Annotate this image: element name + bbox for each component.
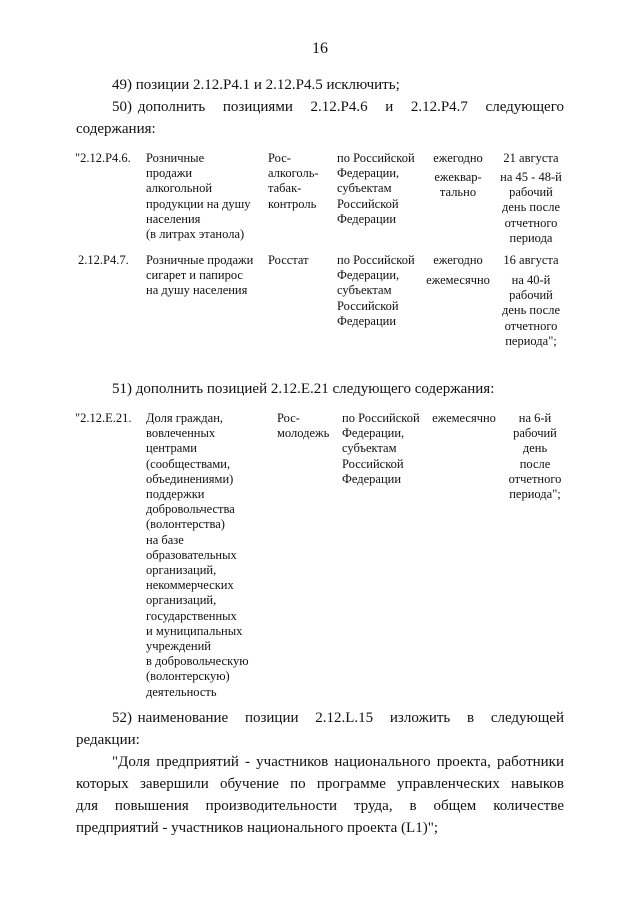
table1-row1-date2: на 45 - 48-й рабочий день после отчетного периода <box>500 170 562 245</box>
table1-row2-level: по Российской Федерации, субъектам Российской Федерации <box>337 253 415 328</box>
item-50-line1: 50) дополнить позициями 2.12.Р4.6 и 2.12.Р4.7 следующего <box>112 99 564 115</box>
table1-row1-level: по Российской Федерации, субъектам Российской Федерации <box>337 151 415 226</box>
table1-row2-freq2: ежемесячно <box>426 273 490 287</box>
table1-row2-code: 2.12.Р4.7. <box>78 253 129 267</box>
table1-row2-date2: на 40-й рабочий день после отчетного периода"; <box>501 273 560 348</box>
table2-name: Доля граждан, вовлеченных центрами (сообществами, объединениями) поддержки добровольчества (волонтерства) на базе образовательных организаций, некоммерческих организаций, государственных и муниципальных учреждений в добровольческую (волонтерскую) деятельность <box>146 411 249 699</box>
table1-row1-date1: 21 августа <box>503 151 559 165</box>
table2-agency: Рос- молодежь <box>277 411 330 441</box>
table1-row1-agency: Рос- алкоголь- табак- контроль <box>268 151 319 211</box>
table1-row2-date1: 16 августа <box>503 253 559 267</box>
item-50-line2: содержания: <box>76 121 156 137</box>
item-51: 51) дополнить позицией 2.12.Е.21 следующего содержания: <box>112 381 495 397</box>
quote-line2: которых завершили обучение по программе управленческих навыков <box>76 776 564 792</box>
page-number: 16 <box>312 40 328 57</box>
table1-row2-freq1: ежегодно <box>433 253 483 267</box>
table2-level: по Российской Федерации, субъектам Российской Федерации <box>342 411 420 486</box>
quote-line1: "Доля предприятий - участников национального проекта, работники <box>112 754 564 770</box>
table2-code: "2.12.Е.21. <box>75 411 132 425</box>
table1-row1-code: "2.12.Р4.6. <box>75 151 131 165</box>
table1-row1-name: Розничные продажи алкогольной продукции на душу населения (в литрах этанола) <box>146 151 251 242</box>
table2-freq: ежемесячно <box>432 411 496 425</box>
item-52-line1: 52) наименование позиции 2.12.L.15 изложить в следующей <box>112 710 564 726</box>
item-52-line2: редакции: <box>76 732 140 748</box>
table1-row1-freq1: ежегодно <box>433 151 483 165</box>
item-49: 49) позиции 2.12.Р4.1 и 2.12.Р4.5 исключить; <box>112 77 400 93</box>
quote-line3: для повышения производительности труда, в общем количестве <box>76 798 564 814</box>
table1-row1-freq2: ежеквар- тально <box>434 170 482 200</box>
quote-line4: предприятий - участников национального проекта (L1)"; <box>76 820 438 836</box>
table1-row2-agency: Росстат <box>268 253 309 267</box>
table1-row2-name: Розничные продажи сигарет и папирос на душу населения <box>146 253 254 298</box>
table2-date: на 6-й рабочий день после отчетного периода"; <box>508 411 562 502</box>
